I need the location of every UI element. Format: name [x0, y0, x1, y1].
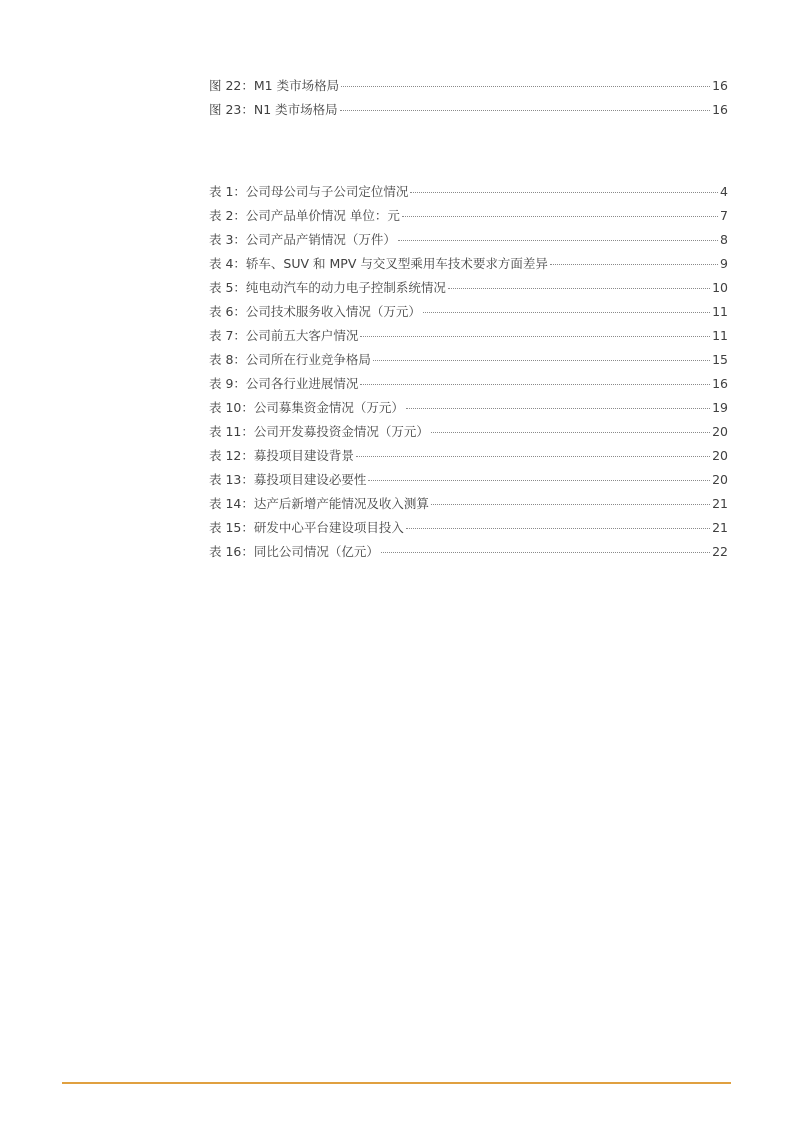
toc-leader: [381, 552, 710, 553]
toc-entry-page: 11: [712, 328, 728, 343]
toc-entry[interactable]: [209, 540, 728, 564]
toc-entry-page: 9: [720, 256, 728, 271]
toc-leader: [410, 192, 718, 193]
toc-entry-page: 8: [720, 232, 728, 247]
toc-entry-page: 21: [712, 496, 728, 511]
toc-leader: [360, 384, 710, 385]
toc-entry-page: 19: [712, 400, 728, 415]
toc-entry[interactable]: [209, 444, 728, 468]
toc-entry-label: 表 16：同比公司情况（亿元）: [209, 544, 379, 559]
toc-entry[interactable]: [209, 396, 728, 420]
toc-entry[interactable]: [209, 492, 728, 516]
figure-list: [209, 74, 728, 122]
toc-leader: [356, 456, 710, 457]
toc-entry-page: 20: [712, 448, 728, 463]
toc-entry[interactable]: [209, 300, 728, 324]
toc-leader: [406, 408, 710, 409]
toc-entry[interactable]: [209, 228, 728, 252]
toc-entry-page: 15: [712, 352, 728, 367]
toc-entry-label: 表 14：达产后新增产能情况及收入测算: [209, 496, 429, 511]
toc-entry-page: 20: [712, 424, 728, 439]
table-list: [209, 180, 728, 564]
toc-leader: [368, 480, 710, 481]
toc-entry-page: 10: [712, 280, 728, 295]
toc-entry-label: 表 13：募投项目建设必要性: [209, 472, 367, 487]
toc-entry-page: 21: [712, 520, 728, 535]
toc-leader: [550, 264, 718, 265]
toc-entry-label: 表 15：研发中心平台建设项目投入: [209, 520, 404, 535]
toc-entry[interactable]: [209, 348, 728, 372]
toc-leader: [398, 240, 718, 241]
toc-entry-page: 16: [712, 102, 728, 117]
toc-entry-page: 11: [712, 304, 728, 319]
toc-entry-label: 表 9：公司各行业进展情况: [209, 376, 359, 391]
toc-entry-label: 图 23：N1 类市场格局: [209, 102, 338, 117]
toc-leader: [431, 432, 710, 433]
toc-entry[interactable]: [209, 276, 728, 300]
toc-entry-label: 表 6：公司技术服务收入情况（万元）: [209, 304, 421, 319]
toc-entry-label: 表 7：公司前五大客户情况: [209, 328, 359, 343]
toc-entry-page: 22: [712, 544, 728, 559]
toc-entry-label: 表 2：公司产品单价情况 单位：元: [209, 208, 400, 223]
toc-entry[interactable]: [209, 252, 728, 276]
toc-entry[interactable]: [209, 516, 728, 540]
toc-leader: [402, 216, 718, 217]
toc-leader: [340, 110, 710, 111]
toc-entry[interactable]: [209, 372, 728, 396]
toc-entry-page: 16: [712, 78, 728, 93]
toc-entry-label: 表 3：公司产品产销情况（万件）: [209, 232, 396, 247]
toc-entry-page: 20: [712, 472, 728, 487]
toc-leader: [373, 360, 710, 361]
toc-entry-label: 表 12：募投项目建设背景: [209, 448, 354, 463]
toc-entry-page: 16: [712, 376, 728, 391]
toc-entry-page: 4: [720, 184, 728, 199]
footer-divider: [62, 1082, 731, 1084]
toc-leader: [341, 86, 710, 87]
toc-entry[interactable]: [209, 468, 728, 492]
toc-entry[interactable]: [209, 74, 728, 98]
toc-entry-label: 表 4：轿车、SUV 和 MPV 与交叉型乘用车技术要求方面差异: [209, 256, 548, 271]
toc-leader: [423, 312, 710, 313]
toc-entry[interactable]: [209, 180, 728, 204]
toc-leader: [406, 528, 710, 529]
toc-entry-label: 表 11：公司开发募投资金情况（万元）: [209, 424, 429, 439]
toc-entry-label: 表 5：纯电动汽车的动力电子控制系统情况: [209, 280, 446, 295]
toc-entry[interactable]: [209, 98, 728, 122]
toc-entry[interactable]: [209, 204, 728, 228]
toc-entry-label: 表 1：公司母公司与子公司定位情况: [209, 184, 409, 199]
toc-entry[interactable]: [209, 420, 728, 444]
toc-entry-label: 图 22：M1 类市场格局: [209, 78, 340, 93]
toc-leader: [360, 336, 710, 337]
toc-entry[interactable]: [209, 324, 728, 348]
toc-entry-label: 表 8：公司所在行业竞争格局: [209, 352, 371, 367]
toc-leader: [431, 504, 710, 505]
toc-entry-label: 表 10：公司募集资金情况（万元）: [209, 400, 404, 415]
toc-leader: [448, 288, 710, 289]
toc-entry-page: 7: [720, 208, 728, 223]
